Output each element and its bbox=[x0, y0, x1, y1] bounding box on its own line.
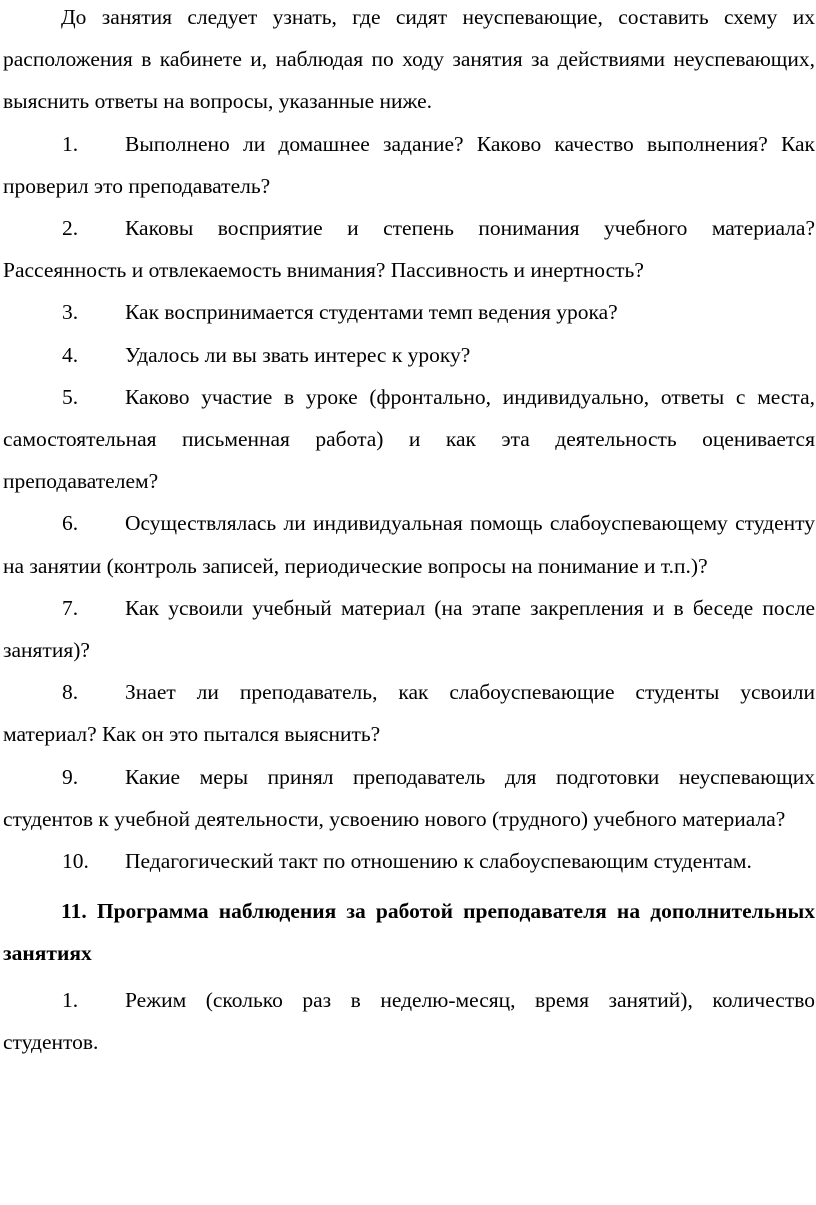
list-item bbox=[3, 291, 815, 333]
list-item bbox=[3, 376, 815, 503]
list-item bbox=[3, 587, 815, 671]
item-number: 10. bbox=[62, 849, 89, 874]
item-number: 9. bbox=[62, 764, 79, 789]
item-text: Удалось ли вы звать интерес к уроку? bbox=[125, 342, 471, 367]
item-text: Педагогический такт по отношению к слабоуспевающим студентам. bbox=[125, 849, 752, 874]
item-number: 3. bbox=[62, 300, 79, 325]
item-text: Какие меры принял преподаватель для подготовки неуспевающих студентов к учебной деятельности, усвоению нового (трудного) учебного материала? bbox=[3, 764, 815, 831]
item-number: 1. bbox=[62, 131, 79, 156]
item-text: Осуществлялась ли индивидуальная помощь слабоуспевающему студенту на занятии (контроль записей, периодические вопросы на понимание и т.п.)? bbox=[3, 511, 815, 578]
item-text: Как воспринимается студентами темп ведения урока? bbox=[125, 300, 618, 325]
list-item bbox=[3, 756, 815, 840]
item-text: Каковы восприятие и степень понимания учебного материала? Рассеянность и отвлекаемость внимания? Пассивность и инертность? bbox=[3, 216, 815, 283]
item-text: Каково участие в уроке (фронтально, индивидуально, ответы с места, самостоятельная письменная работа) и как эта деятельность оценивается преподавателем? bbox=[3, 384, 815, 494]
list-item bbox=[3, 207, 815, 291]
list-item bbox=[3, 671, 815, 755]
list-item bbox=[3, 334, 815, 376]
item-number: 7. bbox=[62, 595, 79, 620]
questions-list bbox=[3, 123, 815, 883]
item-text: Знает ли преподаватель, как слабоуспевающие студенты усвоили материал? Как он это пытался выяснить? bbox=[3, 680, 815, 747]
item-number: 2. bbox=[62, 216, 79, 241]
intro-paragraph: До занятия следует узнать, где сидят неуспевающие, составить схему их расположения в кабинете и, наблюдая по ходу занятия за действиями неуспевающих, выяснить ответы на вопросы, указанные ниже. bbox=[3, 5, 815, 114]
item-text: Выполнено ли домашнее задание? Каково качество выполнения? Как проверил это преподаватель? bbox=[3, 131, 815, 198]
list-item bbox=[3, 123, 815, 207]
list-item bbox=[3, 840, 815, 882]
item-text: Режим (сколько раз в неделю-месяц, время занятий), количество студентов. bbox=[3, 987, 815, 1054]
item-number: 4. bbox=[62, 342, 79, 367]
list-item bbox=[3, 502, 815, 586]
program-list bbox=[3, 979, 815, 1063]
item-number: 5. bbox=[62, 384, 79, 409]
item-number: 6. bbox=[62, 511, 79, 536]
list-item bbox=[3, 979, 815, 1063]
item-text: Как усвоили учебный материал (на этапе закрепления и в беседе после занятия)? bbox=[3, 595, 815, 663]
item-number: 1. bbox=[62, 987, 79, 1012]
section-heading: 11. Программа наблюдения за работой преподавателя на дополнительных занятиях bbox=[3, 899, 815, 966]
item-number: 8. bbox=[62, 680, 79, 705]
